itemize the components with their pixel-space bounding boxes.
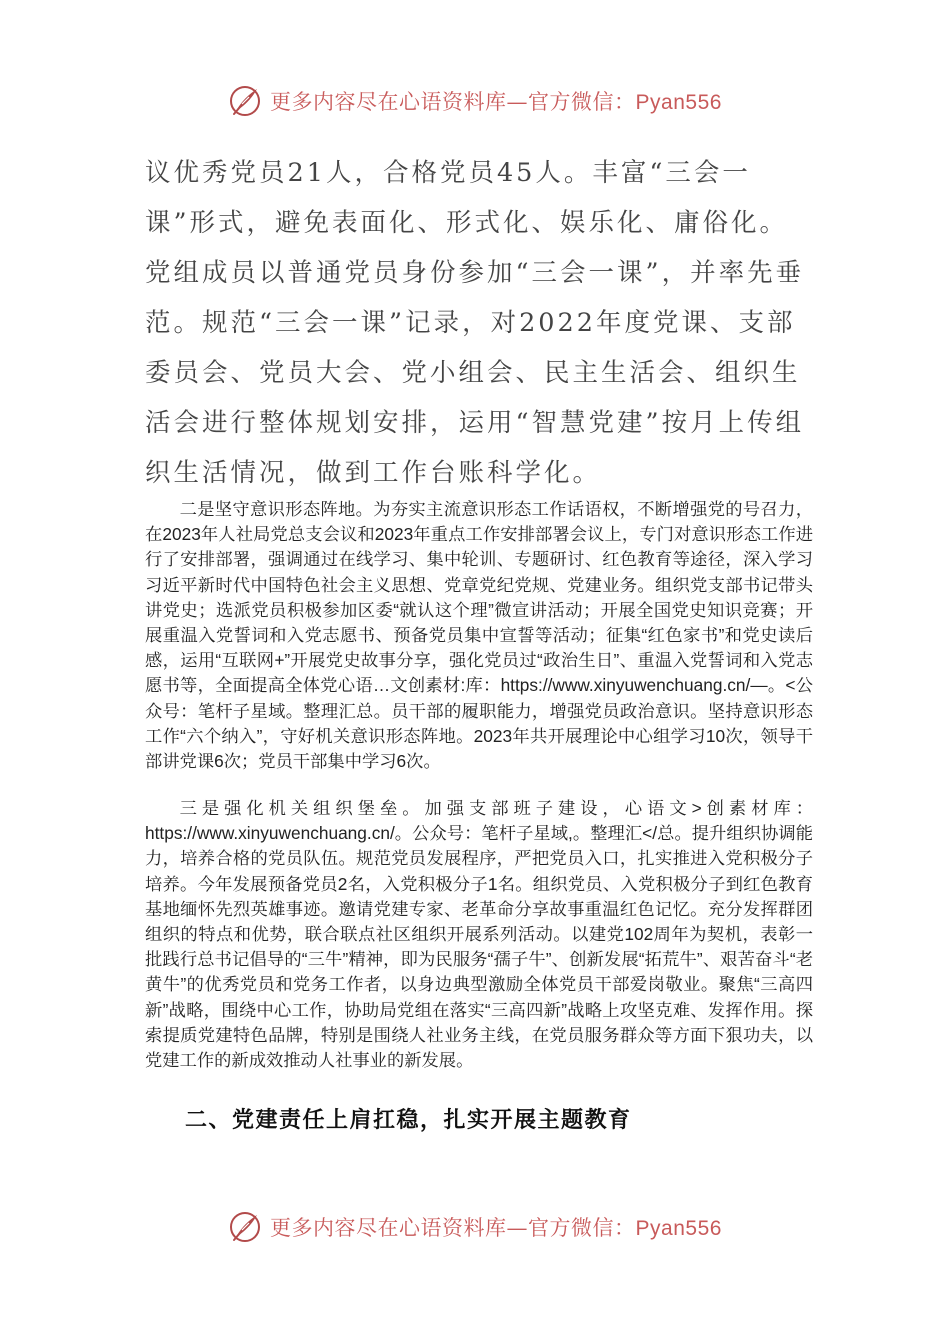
quill-logo-icon [228, 84, 262, 118]
paragraph-2: 二是坚守意识形态阵地。为夯实主流意识形态工作话语权，不断增强党的号召力，在2023年人社局党总支会议和2023年重点工作安排部署会议上，专门对意识形态工作进行了安排部署，强调通过在线学习、集中轮训、专题研讨、红色教育等途径，深入学习习近平新时代中国特色社会主义思想、党章党纪党规、党建业务。组织党支部书记带头讲党史；选派党员积极参加区委“就认这个理”微宣讲活动；开展全国党史知识竞赛；开展重温入党誓词和入党志愿书、预备党员集中宣誓等活动；征集“红色家书”和党史读后感，运用“互联网+”开展党史故事分享，强化党员过“政治生日”、重温入党誓词和入党志愿书等，全面提高全体党心语…文创素材:库：https://www.xinyuwenchuang.cn/—。<公众号：笔杆子星域。整理汇总。员干部的履职能力，增强党员政治意识。坚持意识形态工作“六个纳入”，守好机关意识形态阵地。2023年共开展理论中心组学习10次，领导干部讲党课6次；党员干部集中学习6次。 [145, 499, 813, 772]
section-heading: 二、党建责任上肩扛稳，扎实开展主题教育 [185, 1107, 632, 1133]
paragraph-3: 三是强化机关组织堡垒。加强支部班子建设，心语文>创素材库：https://www.xinyuwenchuang.cn/。公众号：笔杆子星域,。整理汇</总。提升组织协调能力，培养合格的党员队伍。规范党员发展程序，严把党员入口，扎实推进入党积极分子培养。今年发展预备党员2名，入党积极分子1名。组织党员、入党积极分子到红色教育基地缅怀先烈英雄事迹。邀请党建专家、老革命分享故事重温红色记忆。充分发挥群团组织的特点和优势，联合联点社区组织开展系列活动。以建党102周年为契机，表彰一批践行总书记倡导的“三牛”精神，即为民服务“孺子牛”、创新发展“拓荒牛”、艰苦奋斗“老黄牛”的优秀党员和党务工作者，以身边典型激励全体党员干部爱岗敬业。聚焦“三高四新”战略，围绕中心工作，协助局党组在落实“三高四新”战略上攻坚克难、发挥作用。探索提质党建特色品牌，特别是围绕人社业务主线，在党员服务群众等方面下狠功夫，以党建工作的新成效推动人社事业的新发展。 [145, 798, 813, 1071]
quill-logo-icon [228, 1210, 262, 1244]
header-banner-wechat: Pyan556 [635, 91, 722, 114]
paragraph-1: 议优秀党员21人，合格党员45人。丰富“三会一课”形式，避免表面化、形式化、娱乐化、庸俗化。党组成员以普通党员身份参加“三会一课”，并率先垂范。规范“三会一课”记录，对2022年度党课、支部委员会、党员大会、党小组会、民主生活会、组织生活会进行整体规划安排，运用“智慧党建”按月上传组织生活情况，做到工作台账科学化。 [145, 158, 805, 488]
footer-banner-text: 更多内容尽在心语资料库—官方微信：Pyan556 [270, 1216, 722, 1240]
footer-banner-wechat: Pyan556 [635, 1217, 722, 1240]
header-banner-text: 更多内容尽在心语资料库—官方微信：Pyan556 [270, 90, 722, 114]
header-banner [0, 84, 950, 118]
footer-banner [0, 1210, 950, 1244]
